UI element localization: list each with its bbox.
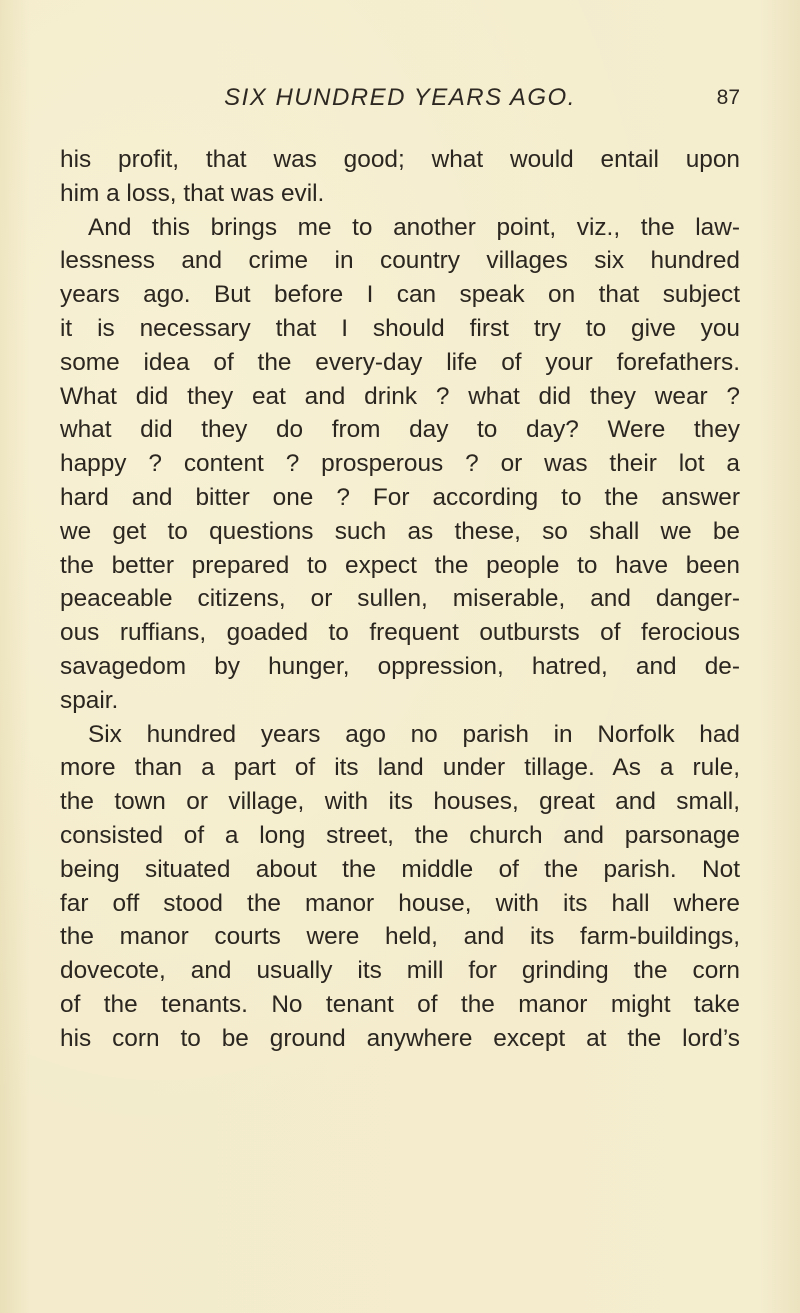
text-line: his profit, that was good; what would entail upon xyxy=(60,146,740,173)
text-line: of the tenants. No tenant of the manor might take xyxy=(60,990,740,1018)
text-line: And this brings me to another point, viz., the law- xyxy=(88,213,740,241)
text-line: more than a part of its land under tillage. As a rule, xyxy=(60,754,740,782)
body-text xyxy=(60,143,740,1056)
text-line: Six hundred years ago no parish in Norfolk had xyxy=(88,720,740,748)
text-line: savagedom by hunger, oppression, hatred, and de- xyxy=(60,652,740,680)
text-line: the better prepared to expect the people to have been xyxy=(60,551,740,579)
text-line: What did they eat and drink ? what did they wear ? xyxy=(60,382,740,410)
text-line: the manor courts were held, and its farm-buildings, xyxy=(60,923,740,951)
text-line: happy ? content ? prosperous ? or was their lot a xyxy=(60,450,740,478)
text-line: peaceable citizens, or sullen, miserable, and danger- xyxy=(60,585,740,613)
text-line: dovecote, and usually its mill for grinding the corn xyxy=(60,957,740,985)
text-line: the town or village, with its houses, great and small, xyxy=(60,788,740,816)
text-line: lessness and crime in country villages six hundred xyxy=(60,247,740,275)
text-line: consisted of a long street, the church and parsonage xyxy=(60,821,740,849)
page-number: 87 xyxy=(716,86,740,109)
text-line: some idea of the every-day life of your forefathers. xyxy=(60,348,740,376)
running-head xyxy=(60,80,740,120)
text-line: we get to questions such as these, so shall we be xyxy=(60,517,740,545)
text-line: being situated about the middle of the parish. Not xyxy=(60,855,740,883)
text-line: years ago. But before I can speak on that subject xyxy=(60,281,740,309)
text-line: it is necessary that I should first try to give you xyxy=(60,314,740,342)
text-line: far off stood the manor house, with its hall where xyxy=(60,889,740,917)
text-line: what did they do from day to day? Were they xyxy=(60,416,740,444)
text-line: spair. xyxy=(60,686,119,714)
text-line: his corn to be ground anywhere except at the lord’s xyxy=(60,1024,740,1052)
text-line: hard and bitter one ? For according to the answer xyxy=(60,483,740,511)
running-title: SIX HUNDRED YEARS AGO. xyxy=(224,84,576,111)
text-line: him a loss, that was evil. xyxy=(60,179,325,207)
text-line: ous ruffians, goaded to frequent outbursts of ferocious xyxy=(60,619,740,647)
